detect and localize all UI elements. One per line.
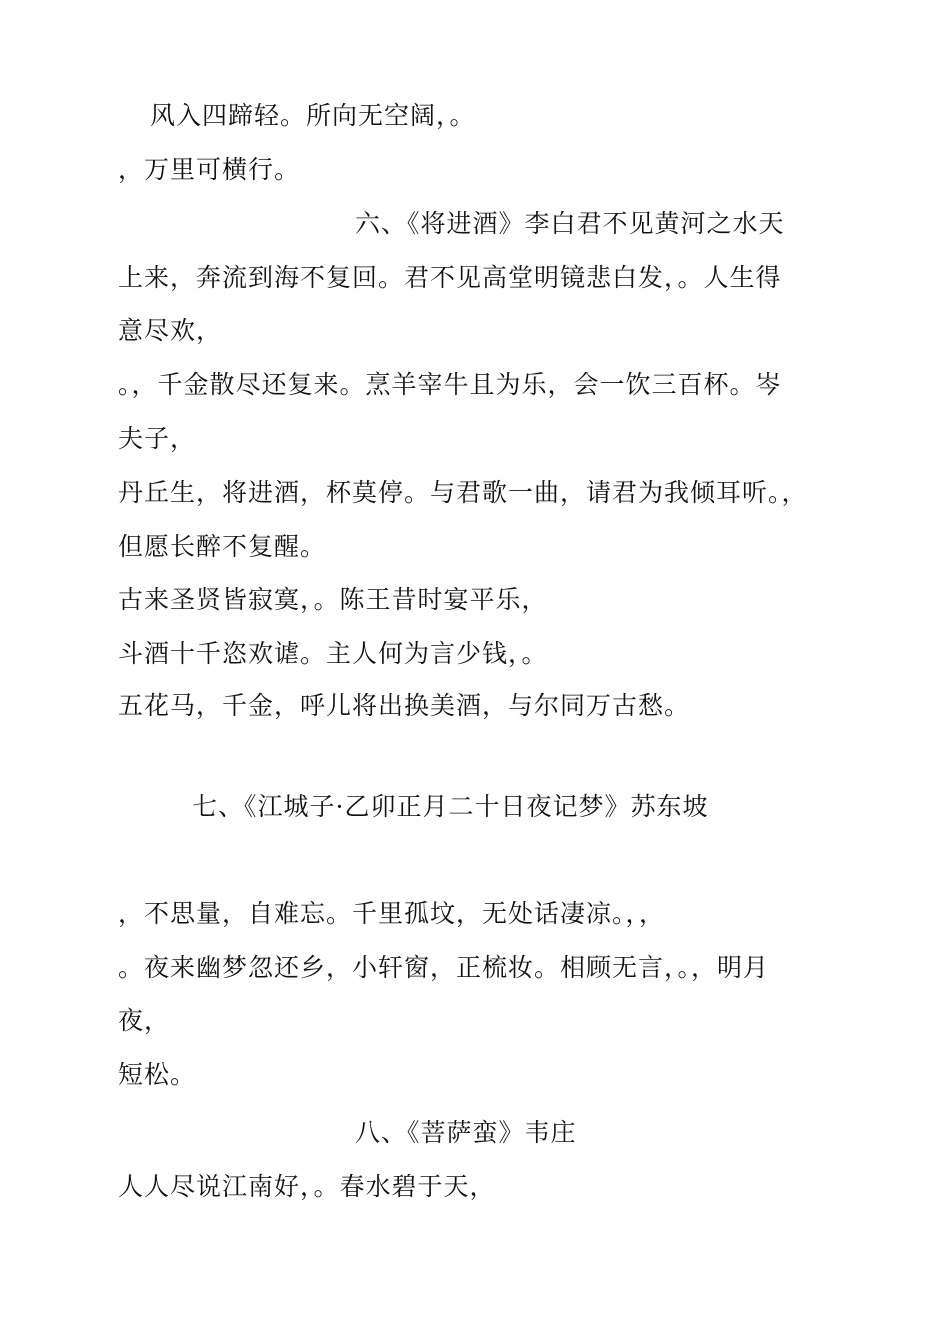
text-line: 。夜来幽梦忽还乡，小轩窗，正梳妆。相顾无言，。，明月 <box>118 953 770 982</box>
text-line: 。，千金散尽还复来。烹羊宰牛且为乐，会一饮三百杯。岑 <box>118 370 782 399</box>
text-line: 上来，奔流到海不复回。君不见高堂明镜悲白发，。人生得 <box>118 263 782 292</box>
text-line: 五花马，千金，呼儿将出换美酒，与尔同万古愁。 <box>118 691 691 720</box>
text-line: 夫子， <box>118 424 197 453</box>
text-line: 斗酒十千恣欢谑。主人何为言少钱，。 <box>118 639 548 668</box>
text-line: 风入四蹄轻。所向无空阔，。 <box>150 101 476 130</box>
section-heading: 八、《菩萨蛮》韦庄 <box>355 1118 577 1147</box>
text-line: 夜， <box>118 1006 171 1035</box>
text-line: 意尽欢， <box>118 316 223 345</box>
text-line: 但愿长醉不复醒。 <box>118 532 327 561</box>
text-line: ，万里可横行。 <box>118 155 301 184</box>
text-line: 丹丘生，将进酒，杯莫停。与君歌一曲，请君为我倾耳听。， <box>118 478 808 507</box>
section-heading: 七、《江城子·乙卯正月二十日夜记梦》苏东坡 <box>192 792 709 821</box>
text-line: ，不思量，自难忘。千里孤坟，无处话凄凉。，， <box>118 899 666 928</box>
text-line: 古来圣贤皆寂寞，。陈王昔时宴平乐， <box>118 585 548 614</box>
text-line: 短松。 <box>118 1060 197 1089</box>
section-heading: 六、《将进酒》李白君不见黄河之水天 <box>355 209 785 238</box>
text-line: 人人尽说江南好，。春水碧于天， <box>118 1172 496 1201</box>
